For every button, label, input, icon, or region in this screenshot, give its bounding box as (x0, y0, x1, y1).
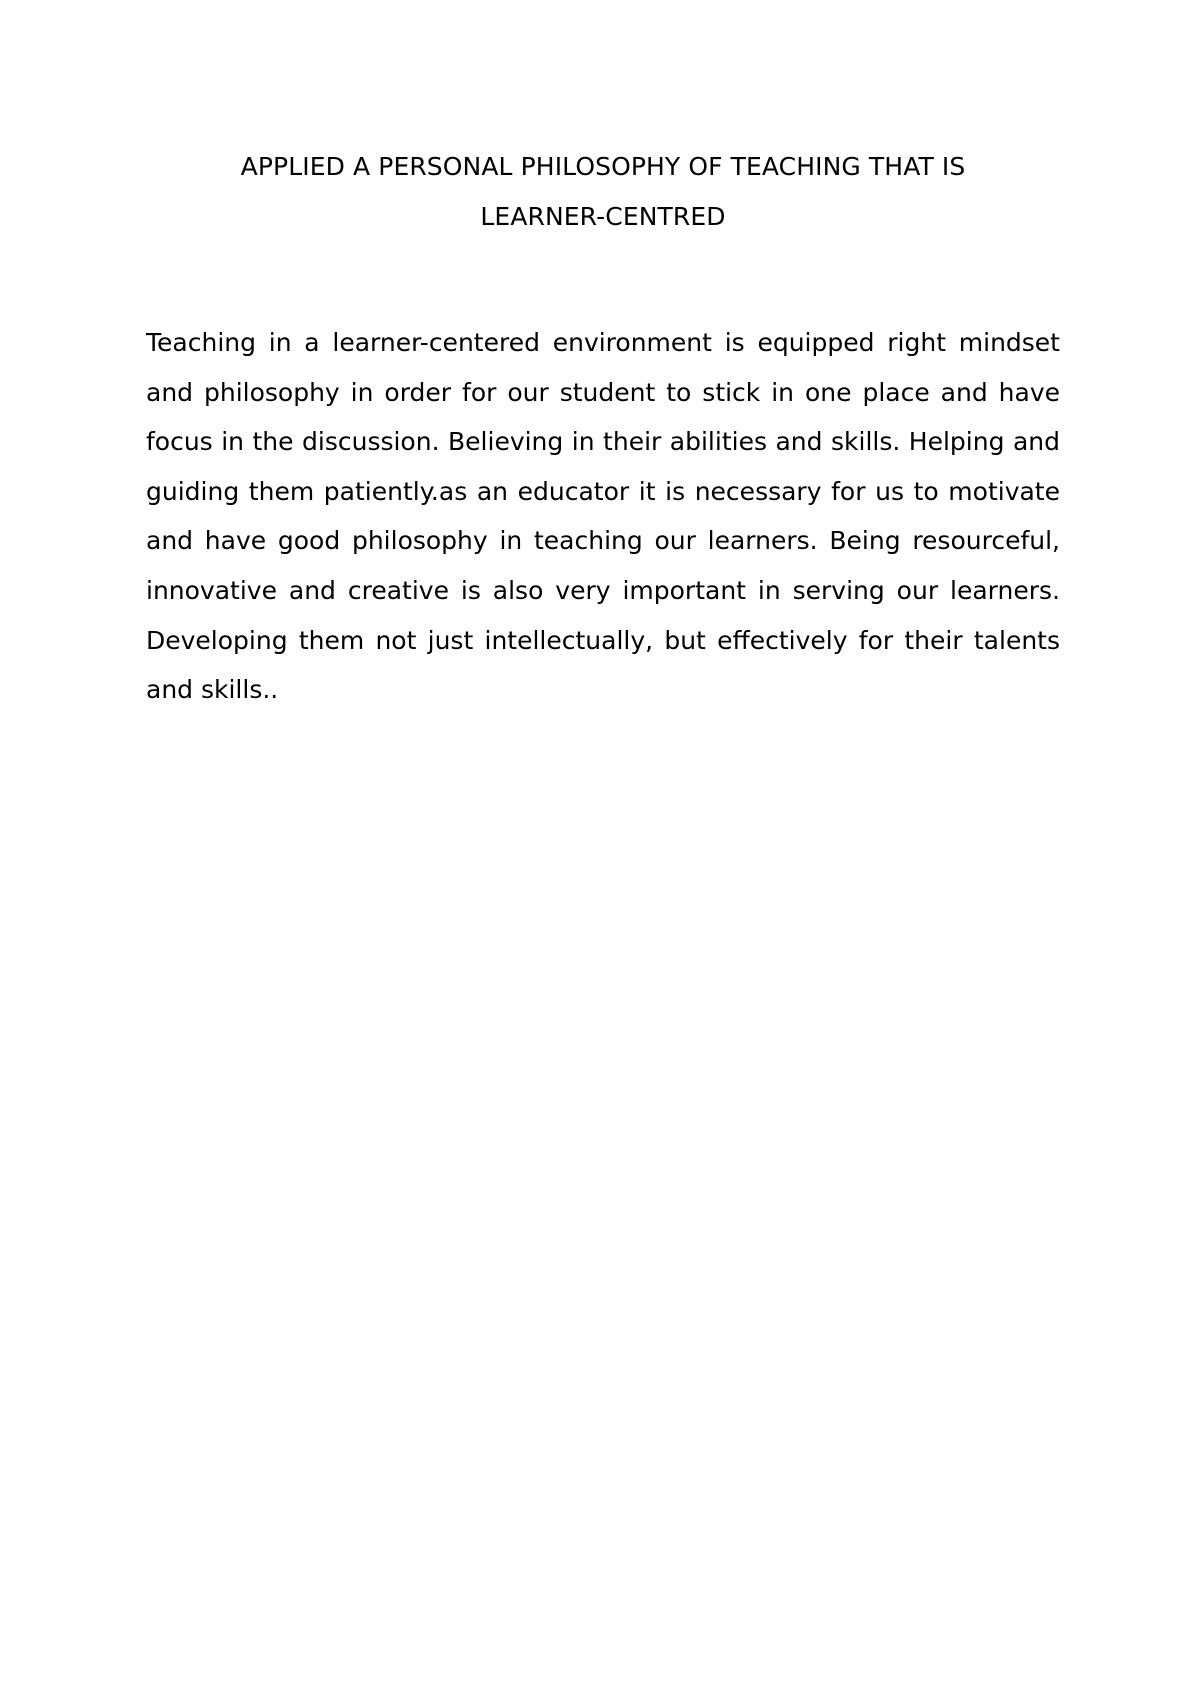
title-line-2: LEARNER-CENTRED (480, 202, 726, 231)
page-title (146, 142, 1060, 242)
body-paragraph: Teaching in a learner-centered environment is equipped right mindset and philosophy in order for our student to stick in one place and have focus in the discussion. Believing in their abilities and skills. Helping and guiding them patiently.as an educator it is necessary for us to motivate and have good philosophy in teaching our learners. Being resourceful, innovative and creative is also very important in serving our learners. Developing them not just intellectually, but effectively for their talents and skills.. (146, 328, 1060, 705)
title-line-1: APPLIED A PERSONAL PHILOSOPHY OF TEACHING THAT IS (240, 152, 966, 181)
